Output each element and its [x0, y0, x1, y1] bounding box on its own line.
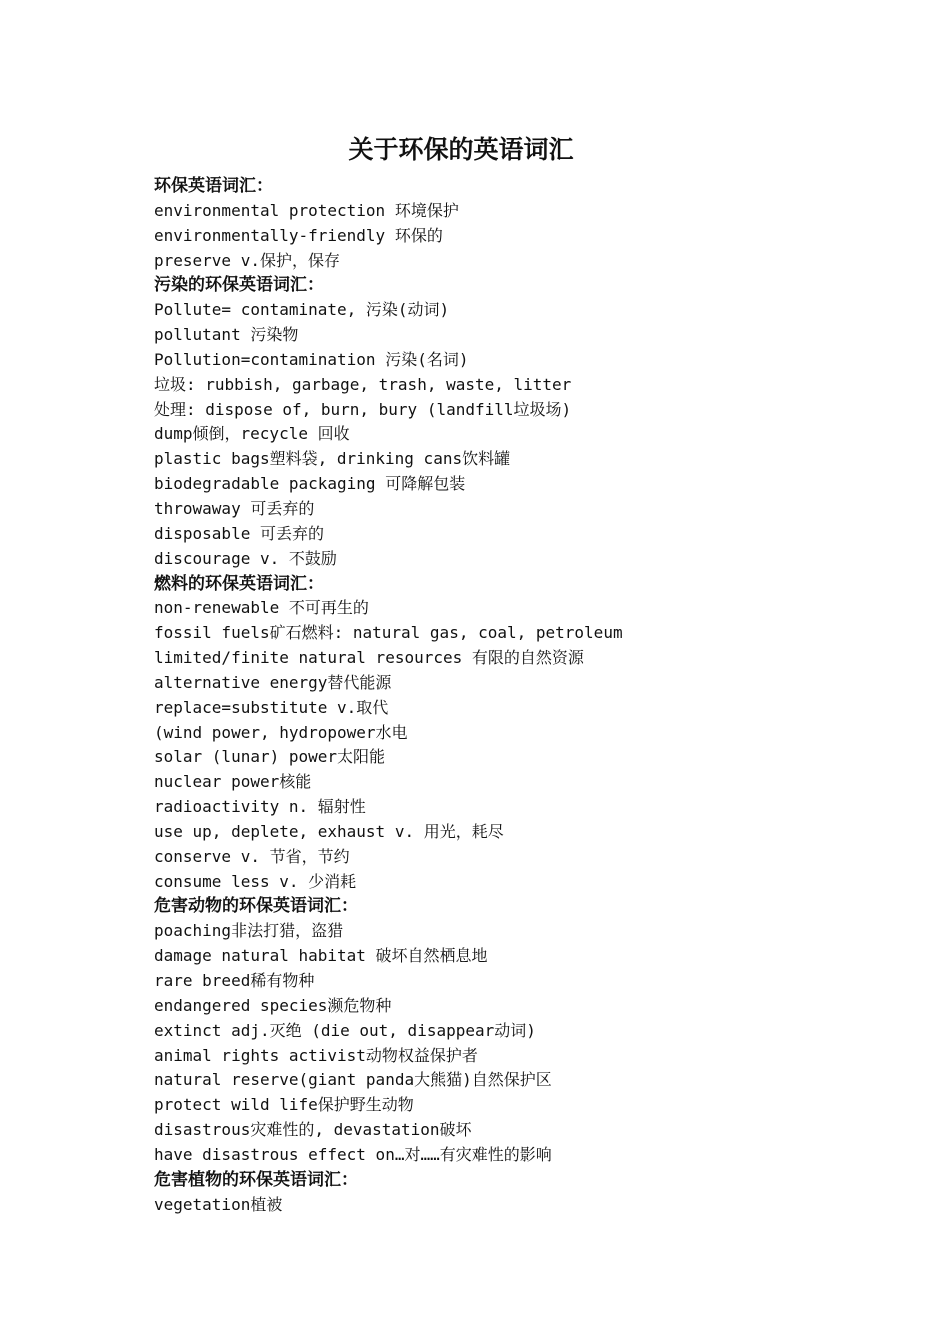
vocab-line: protect wild life保护野生动物 — [154, 1095, 414, 1115]
vocab-line: Pollution=contamination 污染(名词) — [154, 349, 469, 369]
vocab-line: biodegradable packaging 可降解包装 — [154, 474, 466, 494]
section-heading: 污染的环保英语词汇： — [154, 275, 324, 296]
vocab-line: solar (lunar) power太阳能 — [154, 747, 386, 767]
vocab-line: preserve v.保护，保存 — [154, 250, 340, 270]
vocab-line: rare breed稀有物种 — [154, 971, 315, 990]
vocab-line: damage natural habitat 破坏自然栖息地 — [154, 946, 488, 966]
vocab-line: non-renewable 不可再生的 — [154, 598, 369, 618]
vocab-line: discourage v. 不鼓励 — [154, 548, 337, 568]
vocab-line: disastrous灾难性的, devastation破坏 — [154, 1120, 472, 1140]
vocab-line: disposable 可丢弃的 — [154, 523, 324, 543]
vocab-line: animal rights activist动物权益保护者 — [154, 1045, 478, 1065]
vocab-line: nuclear power核能 — [154, 772, 312, 792]
vocab-line: (wind power, hydropower水电 — [154, 722, 408, 742]
vocab-line: alternative energy替代能源 — [154, 672, 392, 692]
vocab-line: have disastrous effect on…对……有灾难性的影响 — [154, 1144, 552, 1164]
section-heading: 危害动物的环保英语词汇： — [154, 896, 358, 917]
vocab-line: vegetation植被 — [154, 1194, 283, 1214]
vocab-line: endangered species濒危物种 — [154, 995, 392, 1015]
vocab-line: natural reserve(giant panda大熊猫)自然保护区 — [154, 1070, 552, 1090]
vocab-line: Pollute= contaminate, 污染(动词) — [154, 300, 450, 320]
vocab-line: plastic bags塑料袋, drinking cans饮料罐 — [154, 449, 511, 469]
vocab-line: environmental protection 环境保护 — [154, 200, 459, 220]
vocab-line: dump倾倒，recycle 回收 — [154, 424, 350, 444]
vocab-line: extinct adj.灭绝 (die out, disappear动词) — [154, 1020, 536, 1040]
vocab-line: conserve v. 节省，节约 — [154, 846, 350, 866]
vocab-line: fossil fuels矿石燃料: natural gas, coal, petroleum — [154, 623, 623, 643]
vocab-line: pollutant 污染物 — [154, 325, 299, 345]
document-title: 关于环保的英语词汇 — [348, 135, 574, 164]
document-body — [154, 174, 874, 1217]
section-heading: 燃料的环保英语词汇： — [154, 573, 324, 594]
section-heading: 环保英语词汇： — [154, 176, 273, 196]
vocab-line: use up, deplete, exhaust v. 用光，耗尽 — [154, 821, 504, 841]
section-heading: 危害植物的环保英语词汇： — [154, 1169, 358, 1190]
vocab-line: environmentally-friendly 环保的 — [154, 225, 443, 245]
vocab-line: replace=substitute v.取代 — [154, 697, 389, 717]
vocab-line: consume less v. 少消耗 — [154, 871, 357, 891]
vocab-line: throwaway 可丢弃的 — [154, 498, 315, 518]
vocab-line: 垃圾: rubbish, garbage, trash, waste, litter — [154, 374, 572, 394]
vocab-line: poaching非法打猎，盗猎 — [154, 921, 344, 941]
vocab-line: radioactivity n. 辐射性 — [154, 797, 366, 817]
vocab-line: 处理: dispose of, burn, bury (landfill垃圾场) — [154, 399, 572, 419]
vocab-line: limited/finite natural resources 有限的自然资源 — [154, 648, 584, 668]
